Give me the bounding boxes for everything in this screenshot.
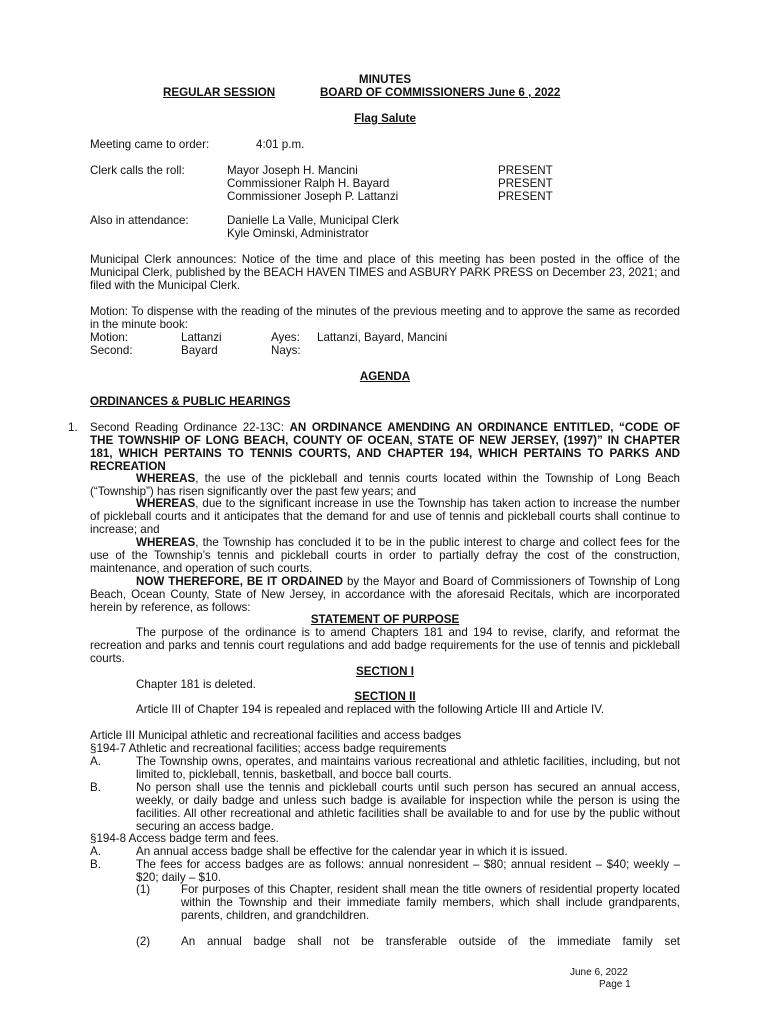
ordinance-reading: Second Reading Ordinance 22-13C: [90,421,284,434]
sublist-text: An annual badge shall not be transferable outside of the immediate family set [181,935,680,948]
section-194-7: §194-7 Athletic and recreational facilities; access badge requirements [90,742,447,755]
whereas-2 [90,497,680,536]
roll-name: Commissioner Joseph P. Lattanzi [227,190,399,203]
ordinances-heading: ORDINANCES & PUBLIC HEARINGS [90,395,291,408]
attendee: Danielle La Valle, Municipal Clerk [227,214,399,227]
whereas-1 [90,472,680,498]
list-text: No person shall use the tennis and pickleball courts until such person has secured an annual access, weekly, or daily badge and unless such badge is available for inspection while the person is using the facilities. All other recreational and athletic facilities shall be available to and for use by the public without securing an access badge. [136,781,680,833]
whereas-text: , due to the significant increase in use the Township has taken action to increase the number of pickleball courts and it anticipates that the demand for and use of tennis and pickleball courts shall continue to increase; and [90,497,680,536]
ayes-label: Ayes: [271,331,300,344]
whereas-keyword: WHEREAS [136,497,196,510]
ordained-text: by the Mayor and Board of Commissioners of Township of Long Beach, Ocean County, State of New Jersey, in accordance with the aforesaid Recitals, which are incorporated herein by reference, as follows: [90,575,680,614]
section-194-8: §194-8 Access badge term and fees. [90,832,279,845]
sublist-label: (1) [136,883,151,896]
agenda-heading: AGENDA [359,370,411,383]
order-time: 4:01 p.m. [256,138,305,151]
board-heading: BOARD OF COMMISSIONERS June 6 , 2022 [320,86,561,99]
session-label: REGULAR SESSION [163,86,276,99]
roll-label: Clerk calls the roll: [90,164,185,177]
list-label: B. [90,858,101,871]
ordinance-intro [90,421,680,473]
purpose-heading: STATEMENT OF PURPOSE [310,613,460,626]
motion-by: Lattanzi [181,331,222,344]
sublist-label: (2) [136,935,151,948]
motion-label: Motion: [90,331,129,344]
section-2-heading: SECTION II [354,690,416,703]
article-3-heading: Article III Municipal athletic and recreational facilities and access badges [90,729,462,742]
ordinance-title: AN ORDINANCE AMENDING AN ORDINANCE ENTITLED, “CODE OF THE TOWNSHIP OF LONG BEACH, COUNTY OF OCEAN, STATE OF NEW JERSEY, (1997)” IN CHAPTER 181, WHICH PERTAINS TO TENNIS COURTS, AND CHAPTER 194, WHICH PERTAINS TO PARKS AND RECREATION [90,421,680,473]
flag-salute-heading: Flag Salute [354,112,416,125]
purpose-text: The purpose of the ordinance is to amend Chapters 181 and 194 to revise, clarify, and reformat the recreation and parks and tennis court regulations and add badge requirements for the use of tennis and pickleball courts. [90,626,680,665]
roll-status: PRESENT [498,190,553,203]
list-label: A. [90,845,101,858]
roll-status: PRESENT [498,177,553,190]
attendance-label: Also in attendance: [90,214,189,227]
whereas-keyword: WHEREAS [136,536,196,549]
roll-name: Mayor Joseph H. Mancini [227,164,358,177]
order-label: Meeting came to order: [90,138,210,151]
list-text: An annual access badge shall be effective for the calendar year in which it is issued. [136,845,568,858]
list-text: The Township owns, operates, and maintains various recreational and athletic facilities, including, but not limited to, pickleball, tennis, basketball, and bocce ball courts. [136,755,680,781]
sublist-text: For purposes of this Chapter, resident shall mean the title owners of residential property located within the Township and their immediate family members, which shall include grandparents, parents, children, and grandchildren. [181,883,680,922]
nays-label: Nays: [271,344,301,357]
now-therefore [90,575,680,614]
attendee: Kyle Ominski, Administrator [227,227,369,240]
section-1-text: Chapter 181 is deleted. [136,678,256,691]
whereas-text: , the use of the pickleball and tennis courts located within the Township of Long Beach (“Township”) has risen significantly over the past few years; and [90,472,680,498]
list-text: The fees for access badges are as follows: annual nonresident – $80; annual resident – $40; weekly – $20; daily – $10. [136,858,680,884]
clerk-announcement: Municipal Clerk announces: Notice of the time and place of this meeting has been posted in the office of the Municipal Clerk, published by the BEACH HAVEN TIMES and ASBURY PARK PRESS on December 23, 2021; and filed with the Municipal Clerk. [90,253,680,292]
second-by: Bayard [181,344,218,357]
footer-date: June 6, 2022 [570,967,628,978]
whereas-3 [90,536,680,575]
roll-name: Commissioner Ralph H. Bayard [227,177,390,190]
list-label: A. [90,755,101,768]
section-2-text: Article III of Chapter 194 is repealed and replaced with the following Article III and Article IV. [136,703,605,716]
roll-status: PRESENT [498,164,553,177]
second-label: Second: [90,344,133,357]
item-number: 1. [68,421,78,434]
minutes-title: MINUTES [358,73,412,86]
ayes-value: Lattanzi, Bayard, Mancini [317,331,448,344]
section-1-heading: SECTION I [356,665,414,678]
whereas-keyword: WHEREAS [136,472,196,485]
list-label: B. [90,781,101,794]
whereas-text: , the Township has concluded it to be in the public interest to charge and collect fees for the use of the Township’s tennis and pickleball courts in order to partially defray the cost of the construction, maintenance, and operation of such courts. [90,536,680,575]
ordained-keyword: NOW THEREFORE, BE IT ORDAINED [136,575,344,588]
footer-page-number: Page 1 [599,979,631,990]
motion-text: Motion: To dispense with the reading of the minutes of the previous meeting and to approve the same as recorded in the minute book: [90,305,680,331]
